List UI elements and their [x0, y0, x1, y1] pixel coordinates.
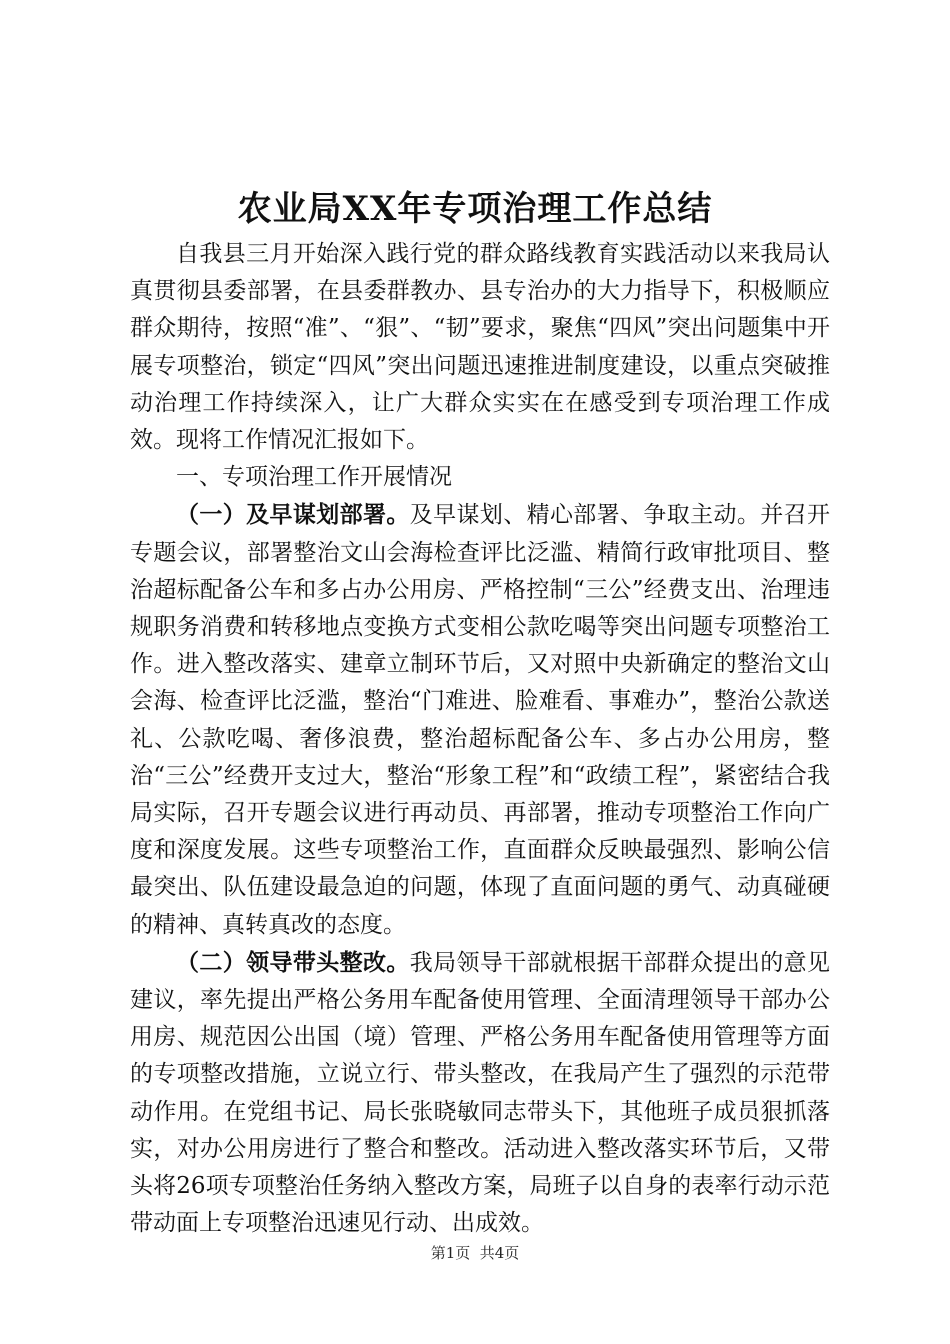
page-footer	[0, 1241, 950, 1265]
item1-body: 及早谋划、精心部署、争取主动。并召开专题会议，部署整治文山会海检查评比泛滥、精简行政审批项目、整治超标配备公车和多占办公用房、严格控制“三公”经费支出、治理违规职务消费和转移地点变换方式变相公款吃喝等突出问题专项整治工作。进入整改落实、建章立制环节后，又对照中央新确定的整治文山会海、检查评比泛滥，整治“门难进、脸难看、事难办”，整治公款送礼、公款吃喝、奢侈浪费，整治超标配备公车、多占办公用房，整治“三公”经费开支过大，整治“形象工程”和“政绩工程”，紧密结合我局实际，召开专题会议进行再动员、再部署，推动专项整治工作向广度和深度发展。这些专项整治工作，直面群众反映最强烈、影响公信最突出、队伍建设最急迫的问题，体现了直面问题的勇气、动真碰硬的精神、真转真改的态度。	[130, 502, 831, 938]
item1-paragraph	[130, 496, 830, 943]
item2-paragraph	[130, 944, 830, 1243]
page-number: 第1页 共4页	[430, 1244, 520, 1262]
item1-lead: （一）及早谋划部署。	[176, 501, 410, 529]
section-heading: 一、专项治理工作开展情况	[176, 464, 452, 491]
intro-paragraph: 自我县三月开始深入践行党的群众路线教育实践活动以来我局认真贯彻县委部署，在县委群教办、县专治办的大力指导下，积极顺应群众期待，按照“准”、“狠”、“韧”要求，聚焦“四风”突出问题集中开展专项整治，锁定“四风”突出问题迅速推进制度建设，以重点突破推动治理工作持续深入，让广大群众实实在在感受到专项治理工作成效。现将工作情况汇报如下。	[130, 241, 830, 454]
document-body	[130, 236, 830, 1242]
item2-lead: （二）领导带头整改。	[176, 948, 410, 976]
document-title: 农业局XX年专项治理工作总结	[237, 189, 713, 229]
item2-body: 我局领导干部就根据干部群众提出的意见建议，率先提出严格公务用车配备使用管理、全面清理领导干部办公用房、规范因公出国（境）管理、严格公务用车配备使用管理等方面的专项整改措施，立说立行、带头整改，在我局产生了强烈的示范带动作用。在党组书记、局长张晓敏同志带头下，其他班子成员狠抓落实，对办公用房进行了整合和整改。活动进入整改落实环节后，又带头将26项专项整治任务纳入整改方案，局班子以自身的表率行动示范带动面上专项整治迅速见行动、出成效。	[130, 949, 831, 1237]
